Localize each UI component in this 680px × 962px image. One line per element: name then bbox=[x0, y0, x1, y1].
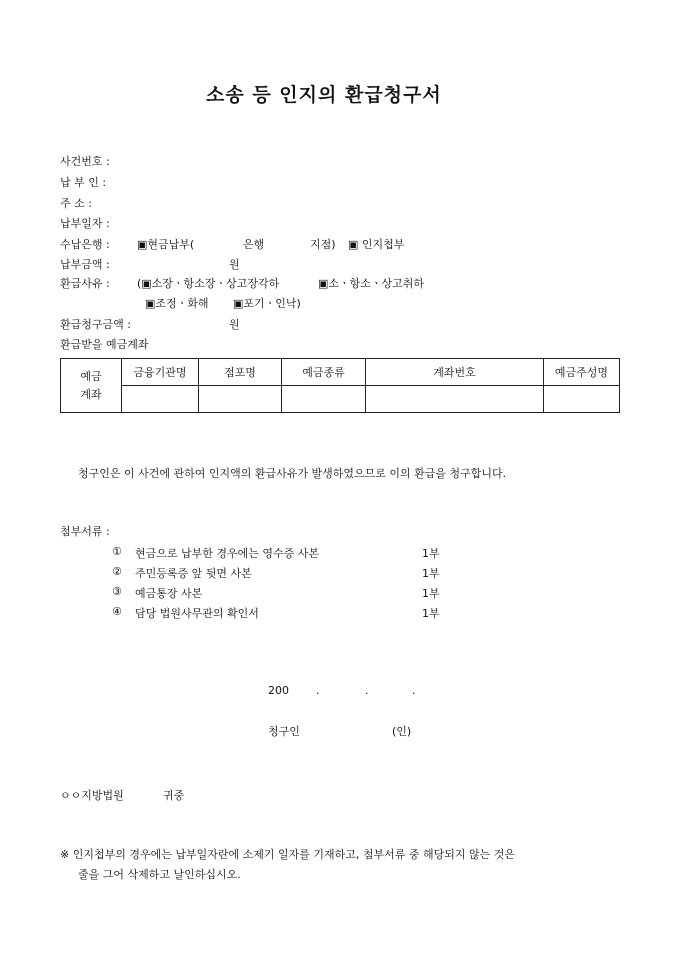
reason-dismissal-option: (▣소장ㆍ항소장ㆍ상고장각하 bbox=[137, 277, 280, 290]
attachment-text: 주민등록증 앞 뒷면 사본 bbox=[135, 567, 252, 580]
attachment-qty: 1부 bbox=[422, 547, 440, 560]
attachment-text: 현금으로 납부한 경우에는 영수증 사본 bbox=[135, 547, 320, 560]
attachment-qty: 1부 bbox=[422, 567, 440, 580]
attachment-qty: 1부 bbox=[422, 607, 440, 620]
attachment-number: ④ bbox=[112, 605, 122, 618]
reason-withdrawal-option: ▣소ㆍ항소ㆍ상고취하 bbox=[318, 277, 425, 290]
receiving-bank-label: 수납은행 : bbox=[60, 238, 110, 251]
account-row-label bbox=[61, 359, 122, 413]
stamp-attach-option: ▣ 인지첩부 bbox=[348, 238, 405, 251]
refund-reason-label: 환급사유 : bbox=[60, 277, 110, 290]
header-deposit-type: 예금종류 bbox=[282, 359, 366, 386]
reason-mediation-option: ▣조정ㆍ화해 bbox=[145, 297, 209, 310]
attachments-label: 첨부서류 : bbox=[60, 525, 110, 538]
payer-label: 납 부 인 : bbox=[60, 176, 107, 189]
note-line-1: ※ 인지첩부의 경우에는 납부일자란에 소제기 일자를 기재하고, 첨부서류 중 해당되지 않는 것은 bbox=[60, 848, 515, 861]
court-name: ㅇㅇ지방법원 bbox=[60, 789, 124, 802]
date-separator-2: . bbox=[365, 684, 369, 697]
attachment-number: ② bbox=[112, 565, 122, 578]
attachment-text: 예금통장 사본 bbox=[135, 587, 203, 600]
attachment-qty: 1부 bbox=[422, 587, 440, 600]
cell-bank-name bbox=[122, 386, 199, 413]
branch-text: 지점) bbox=[310, 238, 336, 251]
refund-amount-label: 환급청구금액 : bbox=[60, 318, 131, 331]
cash-payment-option: ▣현금납부( bbox=[137, 238, 195, 251]
header-account-holder: 예금주성명 bbox=[544, 359, 620, 386]
date-separator-3: . bbox=[412, 684, 416, 697]
cell-deposit-type bbox=[282, 386, 366, 413]
claimant-label: 청구인 bbox=[268, 725, 300, 738]
account-row-label-1: 예금 bbox=[80, 369, 102, 383]
refund-amount-unit: 원 bbox=[229, 318, 240, 331]
account-title: 환급받을 예금계좌 bbox=[60, 338, 149, 351]
payment-amount-label: 납부금액 : bbox=[60, 258, 110, 271]
date-separator-1: . bbox=[316, 684, 320, 697]
note-line-2: 줄을 그어 삭제하고 날인하십시오. bbox=[78, 868, 241, 881]
attachment-text: 담당 법원사무관의 확인서 bbox=[135, 607, 259, 620]
case-number-label: 사건번호 : bbox=[60, 155, 110, 168]
court-suffix: 귀중 bbox=[163, 789, 185, 802]
attachment-number: ① bbox=[112, 545, 122, 558]
date-year: 200 bbox=[268, 684, 289, 697]
address-label: 주 소 : bbox=[60, 197, 92, 210]
reason-waiver-option: ▣포기ㆍ인낙) bbox=[233, 297, 301, 310]
page-title: 소송 등 인지의 환급청구서 bbox=[206, 84, 442, 106]
attachment-number: ③ bbox=[112, 585, 122, 598]
cell-account-number bbox=[366, 386, 544, 413]
account-row-label-2: 계좌 bbox=[80, 387, 102, 401]
header-account-number: 계좌번호 bbox=[366, 359, 544, 386]
header-branch-name: 점포명 bbox=[199, 359, 282, 386]
payment-date-label: 납부일자 : bbox=[60, 217, 110, 230]
claim-statement: 청구인은 이 사건에 관하여 인지액의 환급사유가 발생하였으므로 이의 환급을 청구합니다. bbox=[78, 467, 507, 480]
payment-amount-unit: 원 bbox=[229, 258, 240, 271]
cell-branch-name bbox=[199, 386, 282, 413]
seal-mark: (인) bbox=[392, 725, 412, 738]
header-bank-name: 금융기관명 bbox=[122, 359, 199, 386]
cell-account-holder bbox=[544, 386, 620, 413]
account-table bbox=[60, 358, 620, 413]
bank-text: 은행 bbox=[243, 238, 265, 251]
